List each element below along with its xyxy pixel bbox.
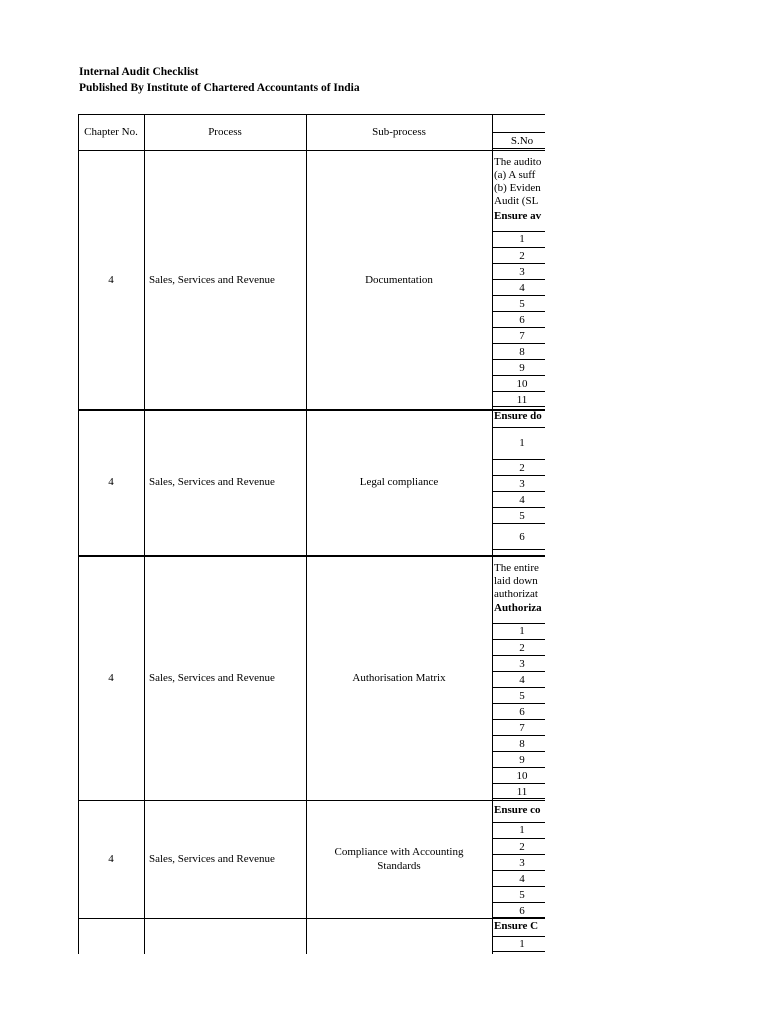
sno-row: 1 <box>519 437 525 449</box>
process-cell: Sales, Services and Revenue <box>149 853 275 865</box>
chapter-cell: 4 <box>108 853 114 865</box>
sno-row: 6 <box>493 902 545 918</box>
question-text: laid down <box>494 575 538 587</box>
sno-row: 7 <box>493 327 545 343</box>
row-border <box>78 114 545 115</box>
sno-row: 3 <box>493 655 545 671</box>
question-heading: Ensure C <box>494 920 539 932</box>
column-border <box>492 114 493 954</box>
column-border <box>78 114 79 954</box>
question-heading: Ensure do <box>494 410 542 422</box>
sno-row: 11 <box>493 391 545 407</box>
sno-row: 1 <box>519 625 525 637</box>
sno-row: 1 <box>519 938 525 950</box>
question-text: The audito <box>494 156 542 168</box>
sno-row: 3 <box>493 475 545 491</box>
sno-row: 9 <box>493 751 545 767</box>
chapter-cell <box>78 918 144 954</box>
sno-row: 10 <box>493 767 545 783</box>
subprocess-cell: Legal compliance <box>359 476 439 488</box>
question-heading: Authoriza <box>494 602 542 614</box>
process-cell: Sales, Services and Revenue <box>149 476 275 488</box>
checklist-table <box>78 114 545 954</box>
sno-row: 1 <box>519 233 525 245</box>
column-header-process: Process <box>208 126 242 138</box>
sno-row: 8 <box>493 735 545 751</box>
sno-row: 6 <box>493 703 545 719</box>
row-border <box>78 409 545 411</box>
sno-row: 7 <box>493 719 545 735</box>
question-heading: Ensure co <box>494 804 541 816</box>
sno-row: 9 <box>493 359 545 375</box>
sno-row: 6 <box>493 523 545 550</box>
sno-row: 10 <box>493 375 545 391</box>
chapter-cell: 4 <box>108 476 114 488</box>
row-border <box>78 800 545 801</box>
column-border <box>144 114 145 954</box>
process-cell <box>144 918 306 954</box>
sno-row: 3 <box>493 854 545 870</box>
process-cell: Sales, Services and Revenue <box>149 273 275 286</box>
sno-row: 1 <box>519 824 525 836</box>
column-header-subprocess: Sub-process <box>372 126 426 138</box>
row-border <box>78 150 545 151</box>
sno-row: 2 <box>493 838 545 854</box>
sno-row: 4 <box>493 870 545 886</box>
subprocess-cell: Authorisation Matrix <box>352 671 446 684</box>
column-header-chapter: Chapter No. <box>84 126 138 138</box>
sno-box <box>492 427 545 550</box>
process-cell: Sales, Services and Revenue <box>149 671 275 684</box>
question-text: (a) A suff <box>494 169 536 181</box>
sno-row: 4 <box>493 491 545 507</box>
sno-box <box>492 231 545 407</box>
sno-row: 11 <box>493 783 545 799</box>
question-heading: Ensure av <box>494 210 542 222</box>
sno-row: 5 <box>493 886 545 902</box>
row-border <box>78 918 545 919</box>
question-text: (b) Eviden <box>494 182 541 194</box>
sno-row: 5 <box>493 687 545 703</box>
subprocess-cell: Compliance with Accounting Standards <box>334 846 464 872</box>
sno-row: 6 <box>493 311 545 327</box>
sno-row: 3 <box>493 263 545 279</box>
question-text: Audit (SL <box>494 195 539 207</box>
sno-row: 2 <box>493 639 545 655</box>
sno-row: 4 <box>493 671 545 687</box>
chapter-cell: 4 <box>108 671 114 684</box>
subprocess-cell <box>316 918 482 954</box>
chapter-cell: 4 <box>108 273 114 286</box>
sno-box <box>492 936 545 952</box>
sno-row: 5 <box>493 507 545 523</box>
sno-row: 5 <box>493 295 545 311</box>
subprocess-cell: Documentation <box>365 273 433 286</box>
row-border <box>78 555 545 557</box>
document-title: Internal Audit Checklist <box>79 66 199 78</box>
column-header-sno: S.No <box>492 132 545 149</box>
sno-box <box>492 623 545 799</box>
sno-row: 2 <box>493 459 545 475</box>
column-border <box>306 114 307 954</box>
question-text: authorizat <box>494 588 538 600</box>
sno-row: 2 <box>493 247 545 263</box>
question-text: The entire <box>494 562 539 574</box>
sno-row: 4 <box>493 279 545 295</box>
sno-box <box>492 822 545 918</box>
sno-row: 8 <box>493 343 545 359</box>
document-publisher: Published By Institute of Chartered Accountants of India <box>79 82 360 94</box>
